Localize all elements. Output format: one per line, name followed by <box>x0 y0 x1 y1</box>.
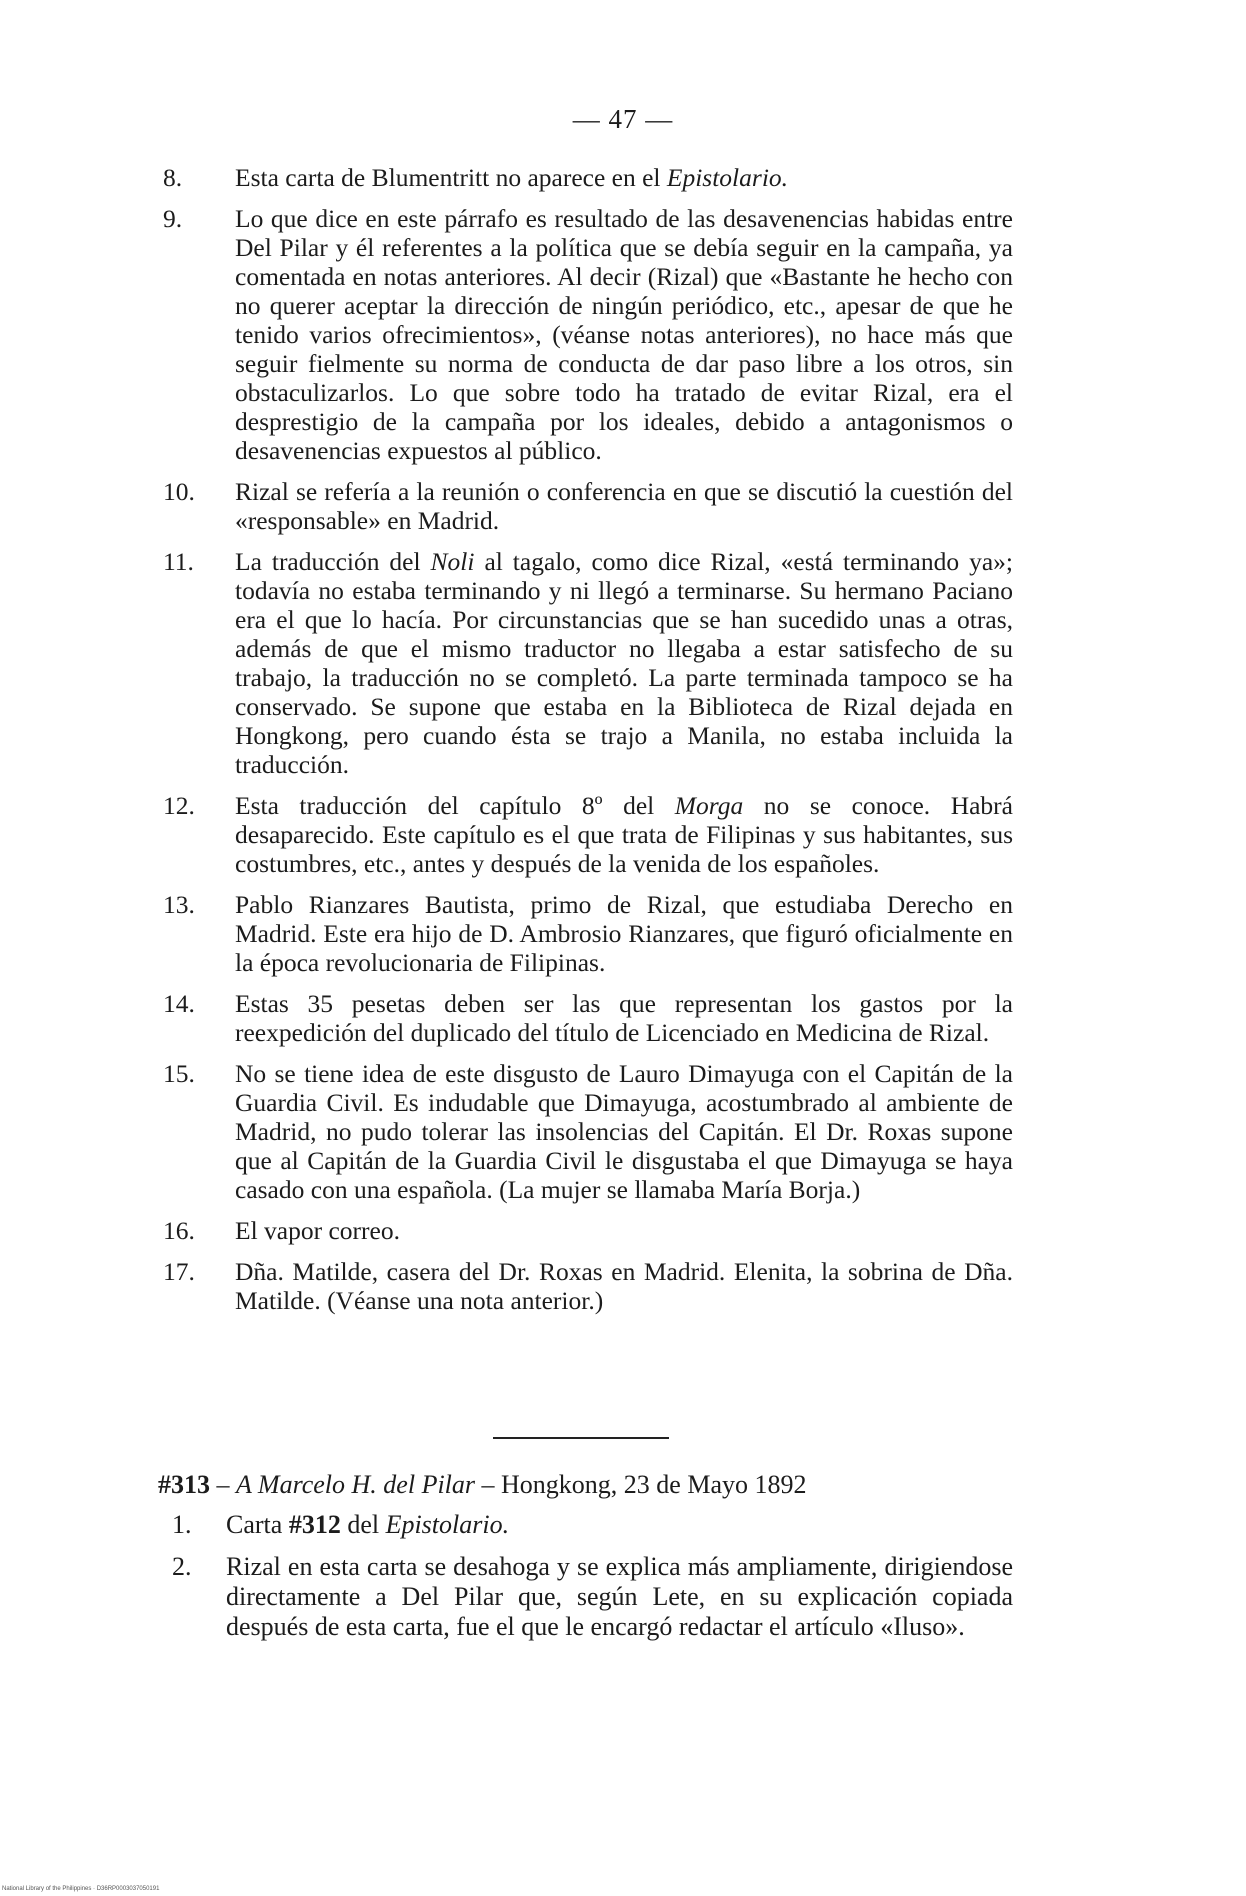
footnote-note-text: Morga <box>674 791 744 820</box>
footnote-note <box>163 989 1013 1047</box>
footnote-note <box>163 1059 1013 1204</box>
letter-note-text: Rizal en esta carta se desahoga y se explica más ampliamente, dirigiendose directamente a Del Pilar que, según Lete, en su explicación copiada después de esta carta, fue el que le encargó redactar el artículo «Iluso». <box>226 1552 1013 1641</box>
letter-note <box>172 1552 1013 1642</box>
footnote-note-text: Estas 35 pesetas deben ser las que representan los gastos por la reexpedición del duplicado del título de Licenciado en Medicina de Rizal. <box>235 989 1013 1047</box>
letter-heading: #313 – A Marcelo H. del Pilar – Hongkong, 23 de Mayo 1892 <box>158 1470 807 1499</box>
footnote-note-text: Esta traducción del capítulo 8º del <box>235 791 675 820</box>
footnote-note-number: 17. <box>163 1257 195 1286</box>
footnote-note-number: 15. <box>163 1059 195 1088</box>
footnote-note <box>163 163 1013 192</box>
section-divider <box>493 1437 669 1439</box>
footnotes-list <box>163 163 1013 1327</box>
letter-note-text: Carta <box>226 1510 289 1539</box>
footnote-note <box>163 1257 1013 1315</box>
footnote-note-number: 16. <box>163 1216 195 1245</box>
footnote-note <box>163 890 1013 977</box>
footnote-note-text: El vapor correo. <box>235 1216 400 1245</box>
footnote-note-number: 8. <box>163 163 183 192</box>
letter-note <box>172 1510 1013 1540</box>
letter-place-date: – Hongkong, 23 de Mayo 1892 <box>475 1470 807 1499</box>
footnote-note-number: 10. <box>163 477 195 506</box>
footnote-note <box>163 204 1013 465</box>
page-number: — 47 — <box>572 104 674 134</box>
footnote-note <box>163 547 1013 779</box>
letter-note-number: 2. <box>172 1552 192 1581</box>
footnote-note-number: 9. <box>163 204 183 233</box>
footnote-note-text: No se tiene idea de este disgusto de Lauro Dimayuga con el Capitán de la Guardia Civil. Es indudable que Dimayuga, acostumbrado al ambiente de Madrid, no pudo tolerar las insolencias del Capitán. El Dr. Roxas supone que al Capitán de la Guardia Civil le disgustaba el que Dimayuga se haya casado con una española. (La mujer se llamaba María Borja.) <box>235 1059 1013 1204</box>
footnote-note <box>163 1216 1013 1245</box>
letter-note-text: Epistolario. <box>385 1510 510 1539</box>
footnote-note-number: 12. <box>163 791 195 820</box>
letter-note-number: 1. <box>172 1510 192 1539</box>
scan-footer-caption: National Library of the Philippines · D36RP0003037050191 <box>2 1886 160 1892</box>
footnote-note-text: Esta carta de Blumentritt no aparece en el <box>235 163 667 192</box>
footnote-note-text: La traducción del <box>235 547 431 576</box>
footnote-note-text: Lo que dice en este párrafo es resultado de las desavenencias habidas entre Del Pilar y él referentes a la política que se debía seguir en la campaña, ya comentada en notas anteriores. Al decir (Rizal) que «Bastante he hecho con no querer aceptar la dirección de ningún periódico, etc., apesar de que he tenido varios ofrecimientos», (véanse notas anteriores), no hace más que seguir fielmente su norma de conducta de dar paso libre a los otros, sin obstaculizarlos. Lo que sobre todo ha tratado de evitar Rizal, era el desprestigio de la campaña por los ideales, debido a antagonismos o desavenencias expuestos al público. <box>235 204 1013 465</box>
footnote-note <box>163 791 1013 878</box>
footnote-note <box>163 477 1013 535</box>
footnote-note-text: Dña. Matilde, casera del Dr. Roxas en Madrid. Elenita, la sobrina de Dña. Matilde. (Véanse una nota anterior.) <box>235 1257 1013 1315</box>
footnote-note-text: Pablo Rianzares Bautista, primo de Rizal, que estudiaba Derecho en Madrid. Este era hijo de D. Ambrosio Rianzares, que figuró oficialmente en la época revolucionaria de Filipinas. <box>235 890 1013 977</box>
footnote-note-number: 14. <box>163 989 195 1018</box>
letter-note-text: del <box>340 1510 386 1539</box>
footnote-note-number: 13. <box>163 890 195 919</box>
footnote-note-text: Noli <box>430 547 475 576</box>
footnote-note-text: al tagalo, como dice Rizal, «está terminando ya»; todavía no estaba terminando y ni llegó a terminarse. Su hermano Paciano era el que lo hacía. Por circunstancias que se han sucedido unas a otras, además de que el mismo traductor no llegaba a estar satisfecho de su trabajo, la traducción no se completó. La parte terminada tampoco se ha conservado. Se supone que estaba en la Biblioteca de Rizal dejada en Hongkong, pero cuando ésta se trajo a Manila, no estaba incluida la traducción. <box>235 547 1013 779</box>
letter-recipient: A Marcelo H. del Pilar <box>236 1470 476 1499</box>
footnote-note-text: Epistolario. <box>666 163 789 192</box>
footnote-note-text: Rizal se refería a la reunión o conferencia en que se discutió la cuestión del «responsable» en Madrid. <box>235 477 1013 535</box>
letter-notes-list <box>158 1510 1013 1642</box>
footnote-note-text: no se conoce. Habrá desaparecido. Este capítulo es el que trata de Filipinas y sus habitantes, sus costumbres, etc., antes y después de la venida de los españoles. <box>235 791 1013 878</box>
footnote-note-number: 11. <box>163 547 194 576</box>
letter-note-text: #312 <box>288 1510 341 1539</box>
letter-number: #313 <box>158 1470 210 1499</box>
letter-section <box>158 1470 1013 1654</box>
